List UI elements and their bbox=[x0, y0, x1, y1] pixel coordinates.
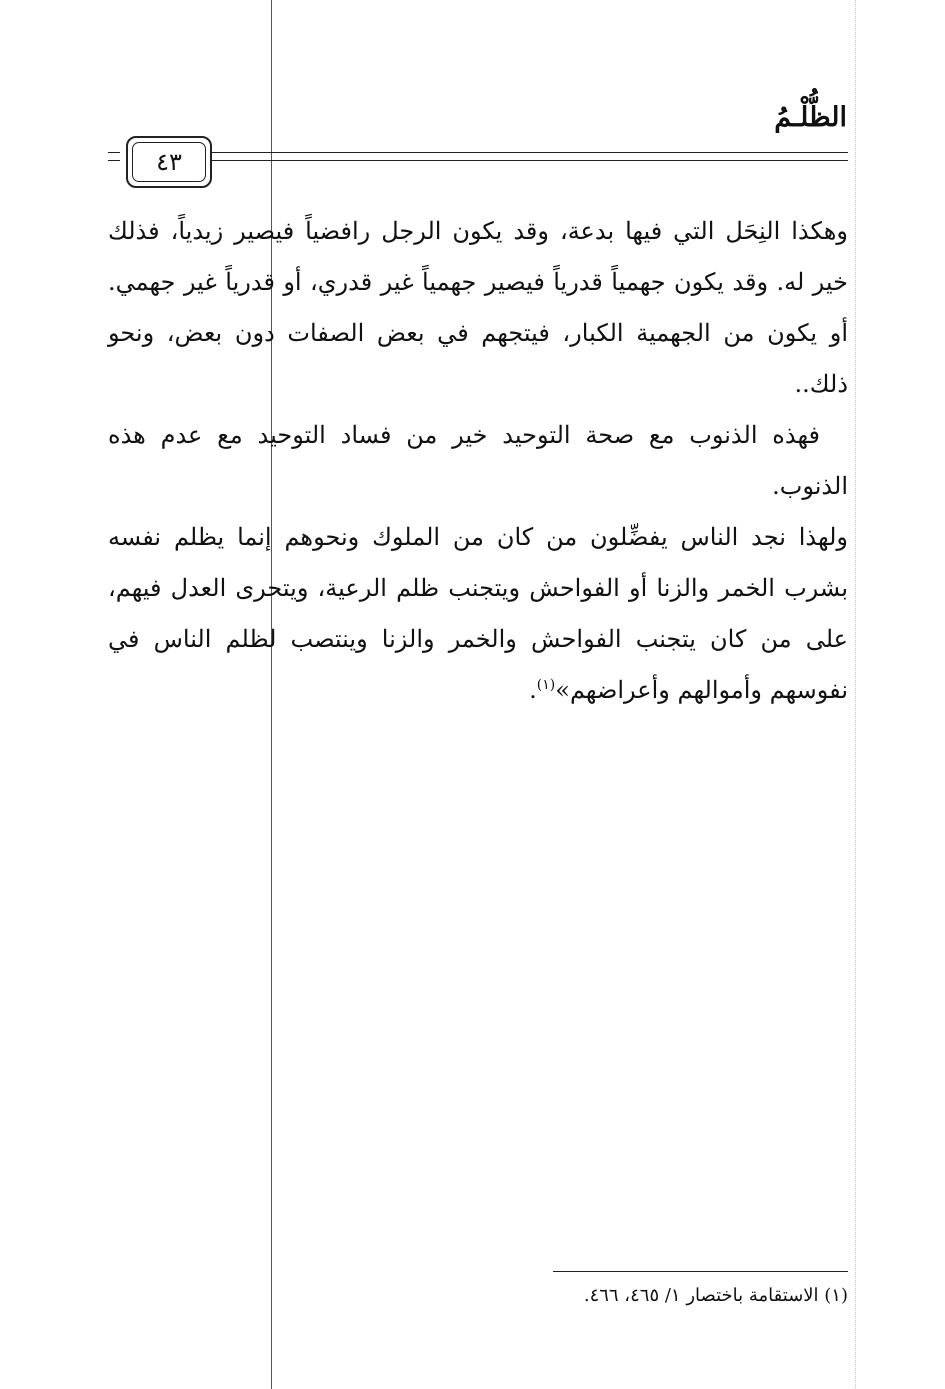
page-number-frame bbox=[126, 136, 212, 188]
closing-punctuation: . bbox=[529, 676, 537, 704]
paragraph-3-text: ولهذا نجد الناس يفضِّلون من كان من الملوك ونحوهم إنما يظلم نفسه بشرب الخمر والزنا أو الفواحش ويتجنب ظلم الرعية، ويتحرى العدل فيهم، على من كان يتجنب الفواحش والخمر والزنا وينتصب لظلم الناس في نفوسهم وأموالهم وأعراضهم» bbox=[108, 523, 848, 704]
header-rule-end-bottom bbox=[108, 160, 120, 161]
page-number: ٤٣ bbox=[132, 142, 206, 182]
header-rule-end-top bbox=[108, 152, 120, 153]
paragraph-2: فهذه الذنوب مع صحة التوحيد خير من فساد التوحيد مع عدم هذه الذنوب. bbox=[108, 421, 848, 500]
footnote-reference[interactable]: (١) bbox=[536, 677, 556, 693]
paragraph-3 bbox=[108, 512, 848, 716]
footnote-1: (١) الاستقامة باختصار ١/ ٤٦٥، ٤٦٦. bbox=[583, 1285, 848, 1306]
header-rule-bottom bbox=[212, 160, 848, 161]
main-text bbox=[108, 206, 848, 716]
paragraph-1: وهكذا النِحَل التي فيها بدعة، وقد يكون الرجل رافضياً فيصير زيدياً، فذلك خير له. وقد يكون جهمياً قدرياً فيصير جهمياً غير قدري، أو قدرياً غير جهمي. أو يكون من الجهمية الكبار، فيتجهم في بعض الصفات دون بعض، ونحو ذلك.. bbox=[108, 217, 848, 398]
footnote-separator bbox=[553, 1271, 848, 1272]
running-title: الظُّلْـمُ bbox=[774, 102, 847, 133]
page-edge-line bbox=[855, 0, 856, 1389]
header-rule-top bbox=[212, 152, 848, 153]
